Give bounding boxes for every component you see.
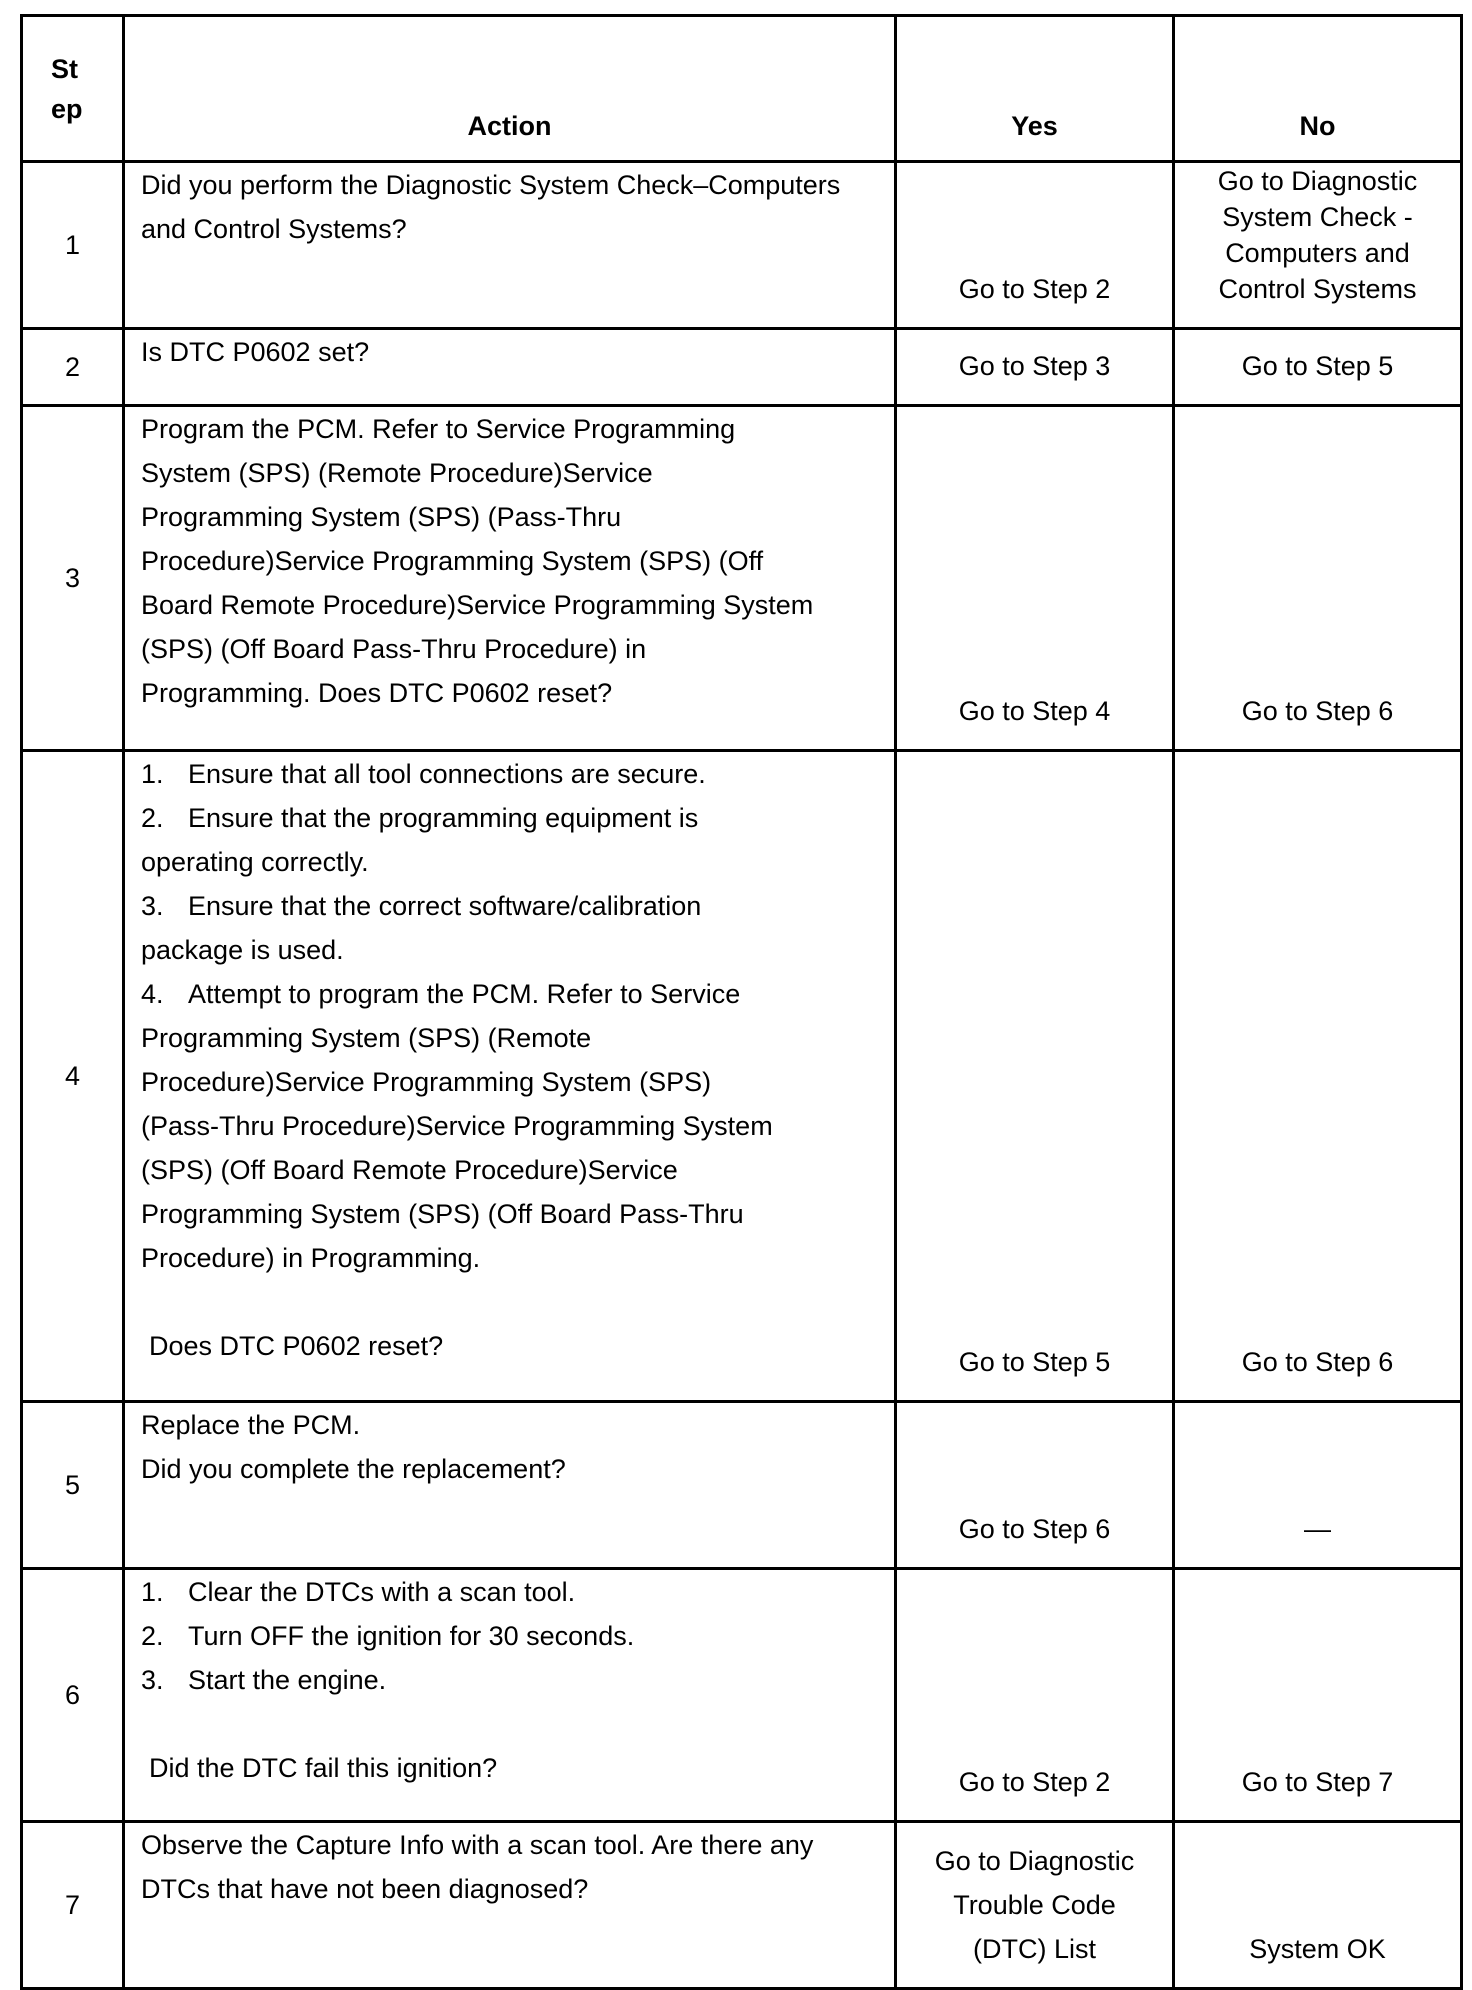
action-line: (Pass-Thru Procedure)Service Programming System [141, 1111, 773, 1141]
action-line: 3. Start the engine. [141, 1665, 387, 1695]
action-line: Program the PCM. Refer to Service Programming [141, 414, 736, 444]
header-row [22, 16, 1462, 162]
action-line: 2. Ensure that the programming equipment is [141, 803, 699, 833]
no-result [1174, 162, 1462, 329]
header-step-line: ep [51, 93, 83, 124]
action-line: Replace the PCM. [141, 1410, 361, 1440]
step-number: 3 [22, 406, 124, 751]
yes-result [896, 1569, 1174, 1822]
header-no: No [1174, 16, 1462, 162]
action-line: Procedure)Service Programming System (SPS) [141, 1067, 712, 1097]
yes-result [896, 162, 1174, 329]
no-result-line: Go to Step 5 [1241, 351, 1394, 381]
step-number: 5 [22, 1402, 124, 1569]
action-cell [124, 329, 896, 406]
yes-result [896, 751, 1174, 1402]
step-number: 6 [22, 1569, 124, 1822]
no-result-line: Go to Step 7 [1241, 1767, 1394, 1797]
action-cell [124, 751, 896, 1402]
yes-result-line: Go to Step 5 [958, 1347, 1111, 1377]
action-line: Did the DTC fail this ignition? [149, 1753, 498, 1783]
yes-result [896, 1822, 1174, 1989]
action-cell [124, 406, 896, 751]
action-cell [124, 1822, 896, 1989]
table-row [22, 329, 1462, 406]
action-line: operating correctly. [141, 847, 369, 877]
action-cell [124, 1402, 896, 1569]
no-result-line: Go to Step 6 [1241, 696, 1394, 726]
action-line: 1. Clear the DTCs with a scan tool. [141, 1577, 576, 1607]
yes-result-line: Trouble Code [953, 1890, 1116, 1920]
table-row [22, 162, 1462, 329]
no-result [1174, 1402, 1462, 1569]
no-result-line: System Check - [1222, 202, 1413, 232]
step-number: 7 [22, 1822, 124, 1989]
step-number: 4 [22, 751, 124, 1402]
step-number: 1 [22, 162, 124, 329]
action-line: 3. Ensure that the correct software/calibration [141, 891, 702, 921]
no-result-line: Go to Step 6 [1241, 1347, 1394, 1377]
no-result-line: Control Systems [1218, 274, 1417, 304]
action-line: Board Remote Procedure)Service Programming System [141, 590, 814, 620]
table-row [22, 1822, 1462, 1989]
action-line: System (SPS) (Remote Procedure)Service [141, 458, 653, 488]
action-line: Did you perform the Diagnostic System Check–Computers [141, 170, 841, 200]
no-result [1174, 329, 1462, 406]
header-step [22, 16, 124, 162]
yes-result-line: Go to Step 3 [958, 351, 1111, 381]
header-step-line: St [51, 53, 78, 84]
action-line: 4. Attempt to program the PCM. Refer to Service [141, 979, 741, 1009]
action-cell [124, 162, 896, 329]
table-body [22, 162, 1462, 1989]
action-line: and Control Systems? [141, 214, 407, 244]
step-number: 2 [22, 329, 124, 406]
table-row [22, 406, 1462, 751]
table-row [22, 751, 1462, 1402]
yes-result-line: Go to Diagnostic [934, 1846, 1135, 1876]
action-line: DTCs that have not been diagnosed? [141, 1874, 589, 1904]
action-line: Programming System (SPS) (Off Board Pass-Thru [141, 1199, 744, 1229]
no-result-line: — [1304, 1514, 1331, 1544]
action-line: Procedure) in Programming. [141, 1243, 481, 1273]
action-line: Programming System (SPS) (Remote [141, 1023, 592, 1053]
yes-result-line: Go to Step 2 [958, 274, 1111, 304]
diagnostic-table [20, 14, 1463, 1990]
yes-result [896, 406, 1174, 751]
yes-result-line: Go to Step 4 [958, 696, 1111, 726]
table-row [22, 1569, 1462, 1822]
action-line: Is DTC P0602 set? [141, 337, 370, 367]
no-result [1174, 406, 1462, 751]
action-line [141, 1702, 876, 1746]
action-line [141, 1280, 876, 1324]
yes-result-line: Go to Step 6 [958, 1514, 1111, 1544]
action-line: (SPS) (Off Board Pass-Thru Procedure) in [141, 634, 647, 664]
no-result [1174, 1822, 1462, 1989]
action-line: Does DTC P0602 reset? [149, 1331, 444, 1361]
action-line: 2. Turn OFF the ignition for 30 seconds. [141, 1621, 635, 1651]
no-result [1174, 1569, 1462, 1822]
action-line: Did you complete the replacement? [141, 1454, 566, 1484]
action-line: (SPS) (Off Board Remote Procedure)Service [141, 1155, 678, 1185]
action-line: Observe the Capture Info with a scan tool. Are there any [141, 1830, 814, 1860]
no-result-line: Go to Diagnostic [1217, 166, 1418, 196]
no-result-line: System OK [1249, 1934, 1386, 1964]
header-yes: Yes [896, 16, 1174, 162]
no-result [1174, 751, 1462, 1402]
yes-result [896, 1402, 1174, 1569]
action-line: Procedure)Service Programming System (SPS) (Off [141, 546, 764, 576]
yes-result [896, 329, 1174, 406]
action-line: Programming System (SPS) (Pass-Thru [141, 502, 622, 532]
action-cell [124, 1569, 896, 1822]
action-line: Programming. Does DTC P0602 reset? [141, 678, 613, 708]
yes-result-line: (DTC) List [973, 1934, 1096, 1964]
header-action: Action [124, 16, 896, 162]
no-result-line: Computers and [1225, 238, 1410, 268]
table-row [22, 1402, 1462, 1569]
yes-result-line: Go to Step 2 [958, 1767, 1111, 1797]
action-line: package is used. [141, 935, 344, 965]
action-line: 1. Ensure that all tool connections are secure. [141, 759, 706, 789]
